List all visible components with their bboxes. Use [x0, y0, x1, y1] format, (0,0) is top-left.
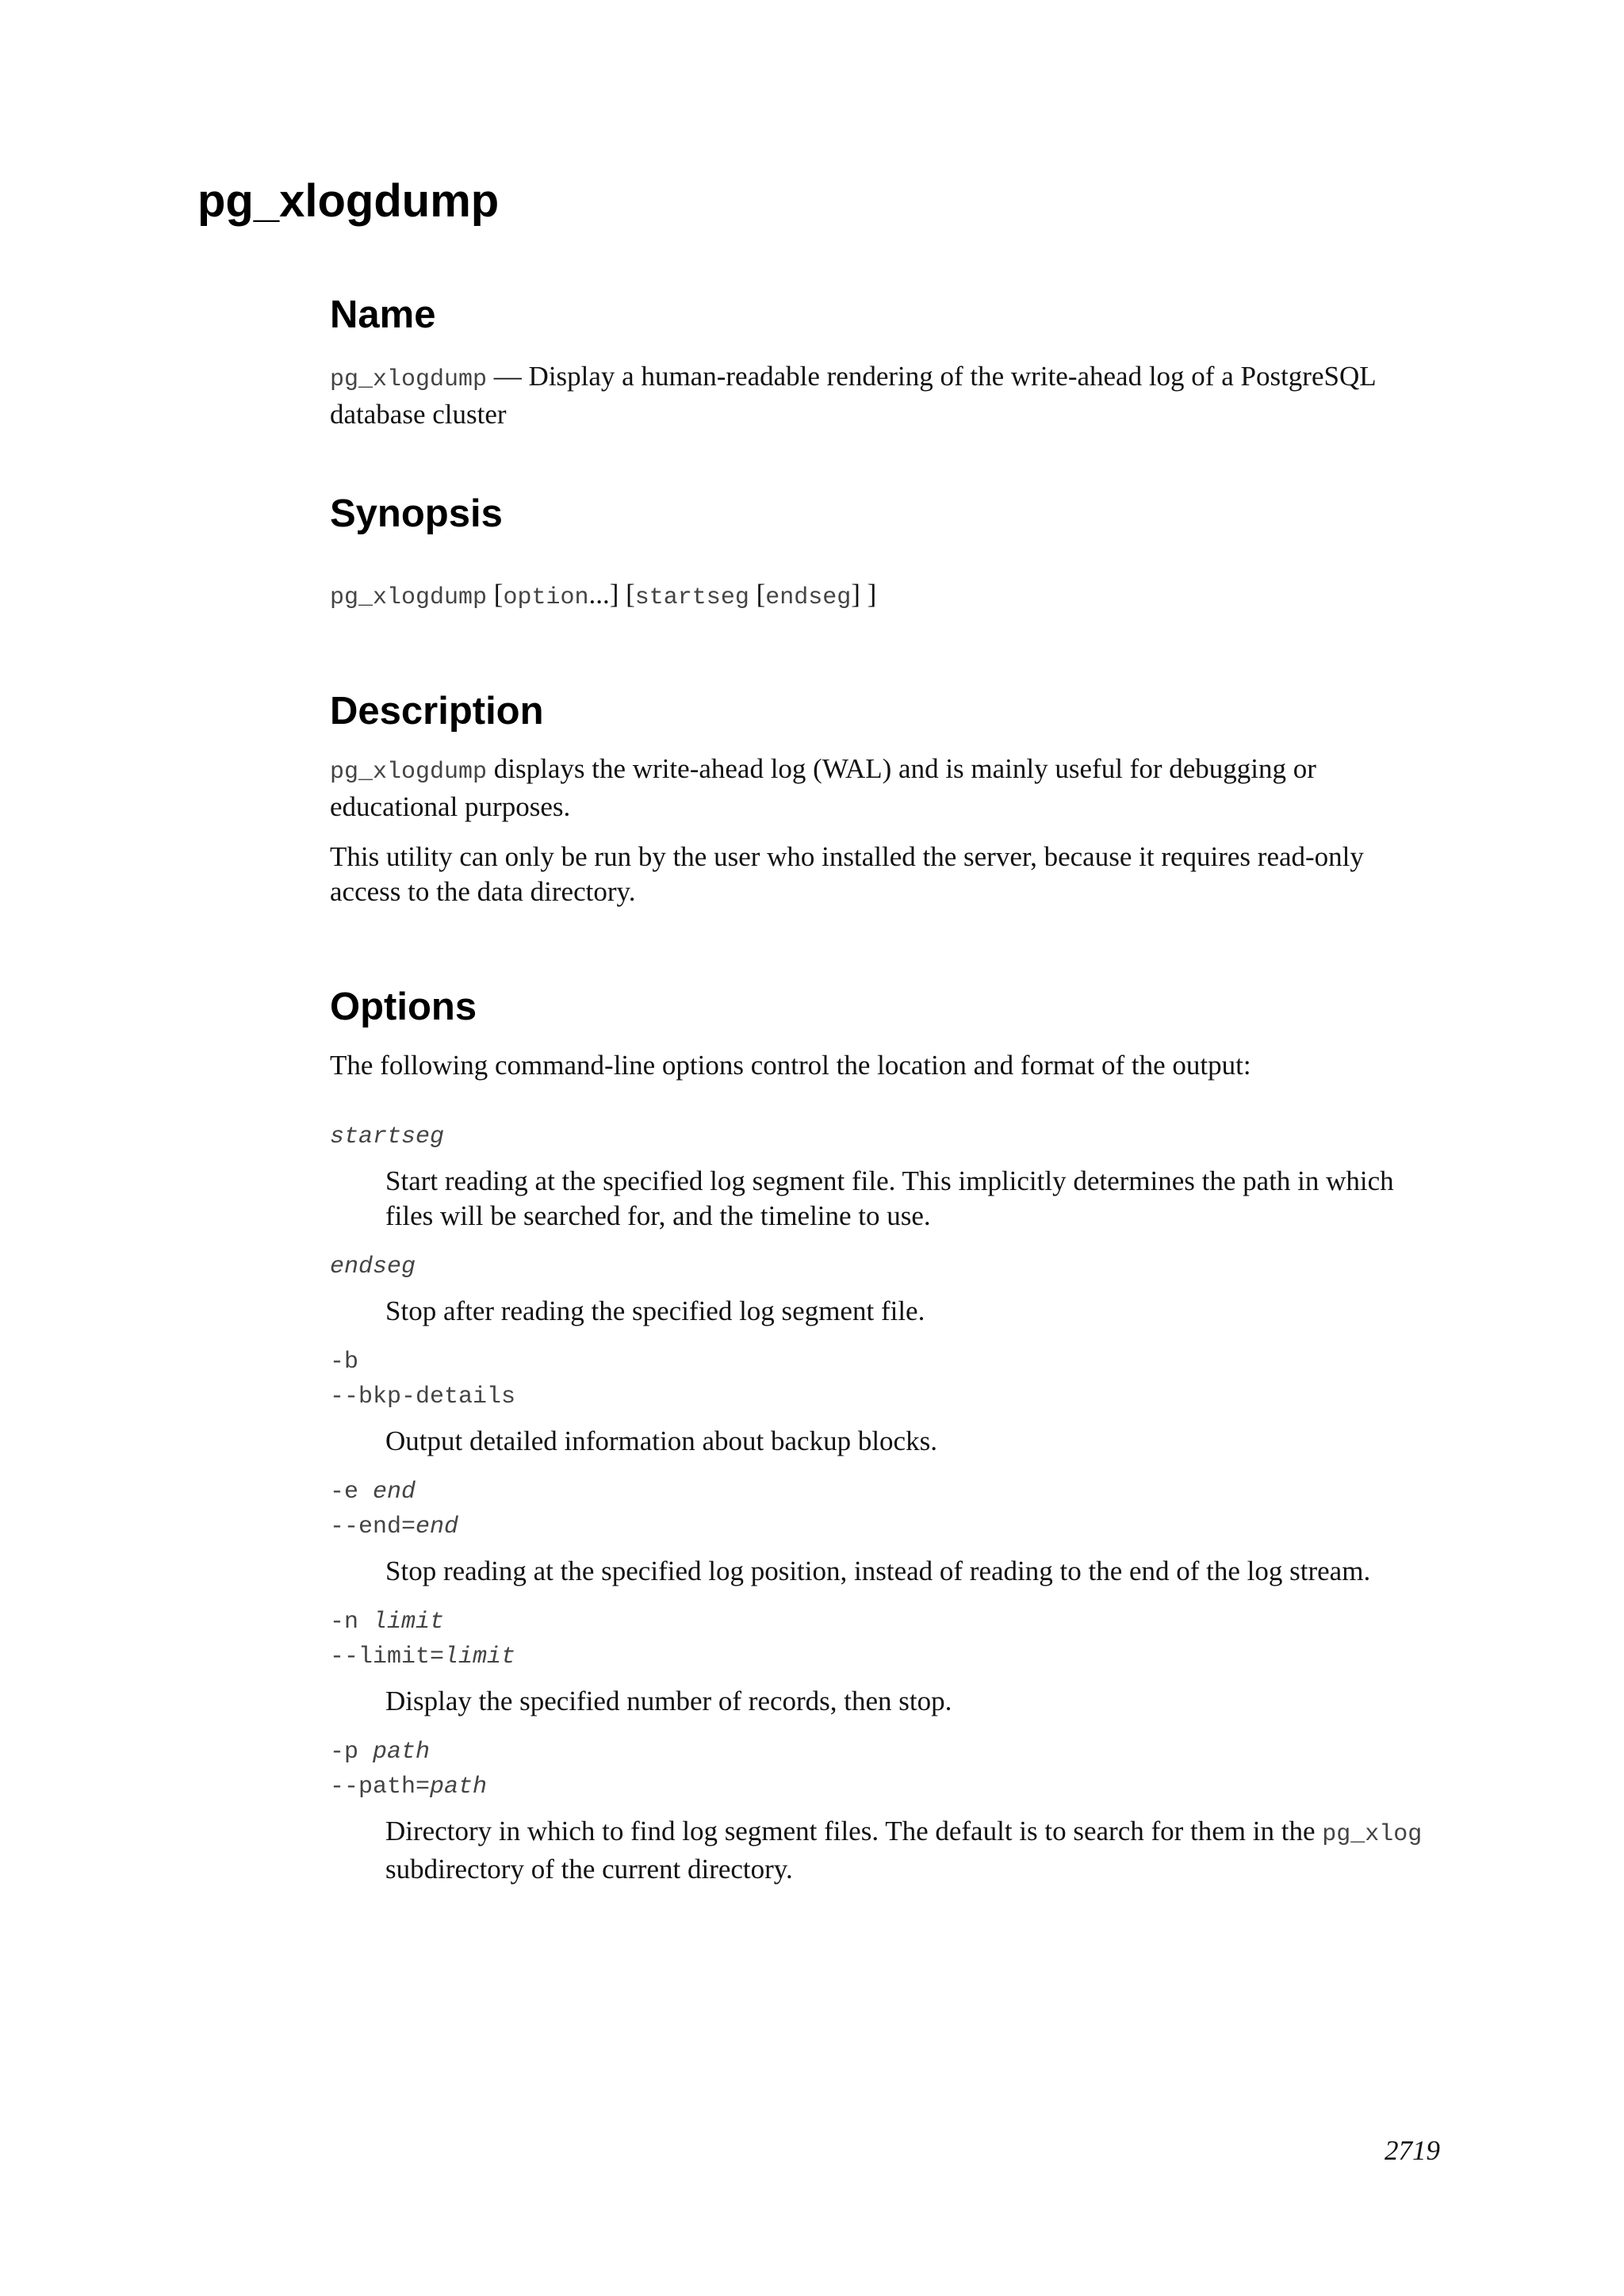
synopsis-section: [330, 491, 1440, 615]
option-term: [330, 1640, 1440, 1674]
options-section: [330, 984, 1440, 1887]
option-term: -b: [330, 1349, 359, 1376]
description-paragraph: This utility can only be run by the user who installed the server, because it requires read-only access to the data directory.: [330, 841, 1364, 908]
option-argument: end: [373, 1479, 416, 1506]
option-argument: limit: [444, 1644, 516, 1671]
main-content: [330, 292, 1440, 1903]
option-argument: path: [373, 1739, 431, 1766]
option-term: --bkp-details: [330, 1383, 516, 1411]
option-entry-bkp-details: [330, 1345, 1440, 1459]
option-term: startseg: [330, 1123, 445, 1151]
description-section: [330, 688, 1440, 910]
option-flag: --end=: [330, 1513, 416, 1541]
option-entry-endseg: [330, 1249, 1440, 1329]
synopsis-ellipsis: ...: [588, 578, 610, 610]
option-flag: --path=: [330, 1774, 431, 1801]
option-term: [330, 1735, 1440, 1770]
synopsis-command: pg_xlogdump: [330, 584, 488, 611]
option-flag: --limit=: [330, 1644, 445, 1671]
options-heading: Options: [330, 985, 477, 1029]
description-paragraph: [330, 752, 1440, 825]
option-description-code: pg_xlog: [1322, 1821, 1423, 1849]
name-section: [330, 292, 1440, 432]
option-argument: limit: [373, 1609, 445, 1636]
synopsis-endseg: endseg: [765, 584, 852, 611]
synopsis-heading: Synopsis: [330, 492, 503, 535]
option-entry-end: [330, 1475, 1440, 1589]
synopsis-bracket: [: [487, 578, 504, 610]
options-intro: The following command-line options control the location and format of the output:: [330, 1050, 1251, 1081]
option-term: endseg: [330, 1253, 416, 1281]
synopsis-bracket: [: [619, 578, 635, 610]
synopsis-bracket: ]: [851, 578, 860, 610]
option-term: [330, 1475, 1440, 1510]
page-title: pg_xlogdump: [197, 175, 500, 227]
synopsis-line: [330, 577, 1440, 615]
synopsis-bracket: ]: [609, 578, 619, 610]
description-text: displays the write-ahead log (WAL) and is mainly useful for debugging or educational purposes.: [330, 753, 1316, 823]
option-description: Stop after reading the specified log segment file.: [385, 1295, 925, 1327]
option-description-text: subdirectory of the current directory.: [385, 1854, 793, 1885]
synopsis-bracket: ]: [860, 578, 877, 610]
name-heading: Name: [330, 293, 436, 336]
option-term: [330, 1770, 1440, 1804]
name-command: pg_xlogdump: [330, 365, 488, 393]
option-description: Display the specified number of records, then stop.: [385, 1686, 952, 1717]
option-description: [385, 1814, 1440, 1887]
synopsis-startseg: startseg: [634, 584, 749, 611]
description-heading: Description: [330, 689, 544, 733]
option-argument: end: [416, 1513, 459, 1541]
option-description: Start reading at the specified log segment file. This implicitly determines the path in which files will be searched for, and the timeline to use.: [385, 1165, 1394, 1232]
option-flag: -n: [330, 1609, 373, 1636]
description-command: pg_xlogdump: [330, 759, 488, 786]
name-text: [330, 359, 1440, 432]
option-description: Stop reading at the specified log position, instead of reading to the end of the log stream.: [385, 1556, 1371, 1587]
name-description: — Display a human-readable rendering of the write-ahead log of a PostgreSQL database cluster: [330, 360, 1376, 430]
option-entry-startseg: [330, 1119, 1440, 1234]
option-flag: -p: [330, 1739, 373, 1766]
option-entry-limit: [330, 1605, 1440, 1719]
option-term: [330, 1510, 1440, 1544]
option-argument: path: [430, 1774, 488, 1801]
synopsis-bracket: [: [749, 578, 766, 610]
option-description-text: Directory in which to find log segment files. The default is to search for them in the: [385, 1816, 1323, 1847]
option-term: [330, 1605, 1440, 1640]
option-entry-path: [330, 1735, 1440, 1887]
option-description: Output detailed information about backup blocks.: [385, 1425, 937, 1457]
synopsis-option: option: [503, 584, 589, 611]
option-flag: -e: [330, 1479, 373, 1506]
page-number: 2719: [1385, 2135, 1440, 2166]
